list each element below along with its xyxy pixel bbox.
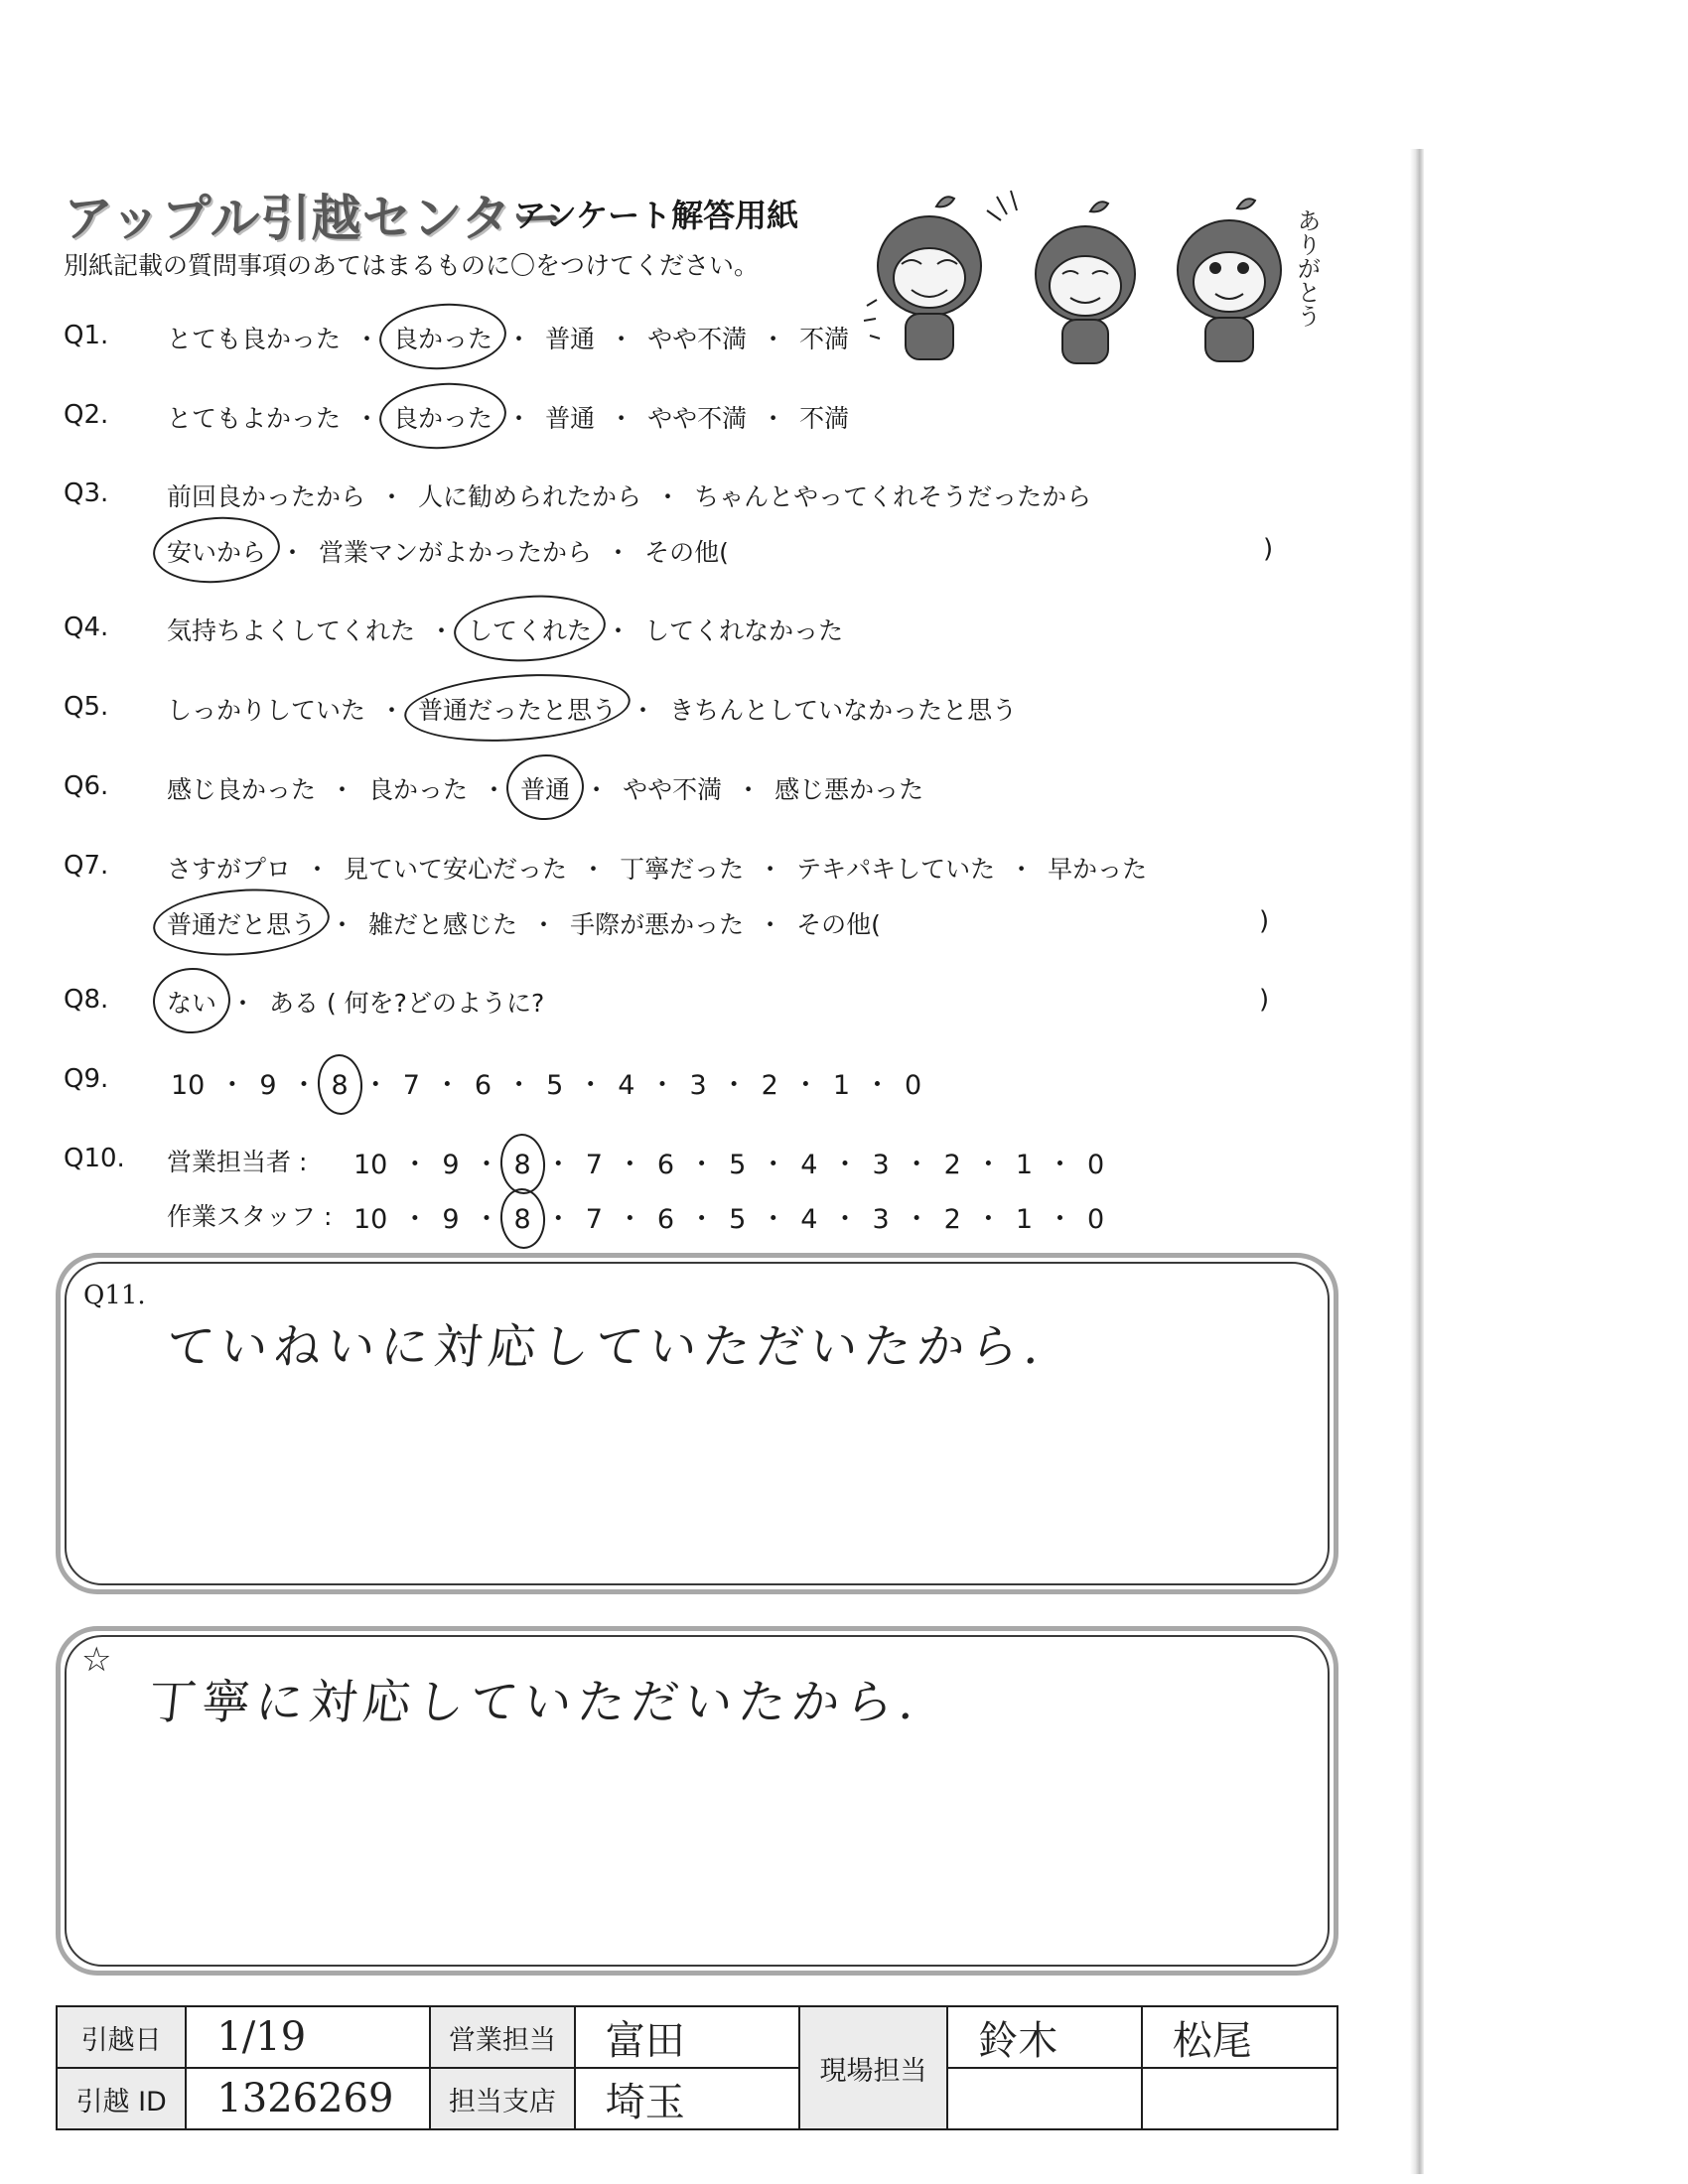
q10-sales-score[interactable]: 6: [656, 1150, 675, 1180]
q5-options: しっかりしていた ・ 普通だったと思う ・ きちんとしていなかったと思う: [167, 691, 1017, 727]
q8-option[interactable]: ある ( 何を?どのように?: [269, 989, 545, 1018]
q9-score[interactable]: 2: [761, 1070, 778, 1101]
q9-score[interactable]: 7: [402, 1070, 420, 1101]
q9-score[interactable]: 9: [259, 1070, 277, 1101]
q10-sales-score[interactable]: 1: [1015, 1150, 1034, 1180]
q9-score[interactable]: 0: [905, 1070, 922, 1101]
q3-label: Q3.: [64, 478, 109, 508]
q10-staff-score[interactable]: 9: [442, 1204, 460, 1235]
q10-sales-score[interactable]: 4: [800, 1150, 818, 1180]
q7-label: Q7.: [64, 851, 109, 881]
q7-options-line1: さすがプロ ・ 見ていて安心だった ・ 丁寧だった ・ テキパキしていた ・ 早かった: [167, 850, 1147, 886]
q2-options: とてもよかった ・ 良かった ・ 普通 ・ やや不満 ・ 不満: [167, 399, 849, 435]
move-id-label: 引越 ID: [57, 2068, 186, 2129]
q3-closing-paren: ): [1263, 534, 1274, 564]
q1-option[interactable]: やや不満: [647, 325, 748, 353]
q3-option[interactable]: 営業マンがよかったから: [319, 538, 593, 567]
q1-label: Q1.: [64, 321, 109, 350]
instruction-text: 別紙記載の質問事項のあてはまるものに〇をつけてください。: [64, 251, 760, 280]
q1-option[interactable]: とても良かった: [167, 325, 342, 353]
q10-sales-score[interactable]: 5: [729, 1150, 747, 1180]
q9-score[interactable]: 3: [689, 1070, 707, 1101]
mascot-2: [987, 191, 1135, 363]
mascot-3: [1178, 199, 1281, 361]
move-id-value[interactable]: 1326269: [186, 2068, 430, 2129]
q10-staff-score[interactable]: 1: [1015, 1204, 1034, 1235]
q11-handwritten-answer: ていねいに対応していただいたから.: [163, 1319, 1049, 1375]
q6-option[interactable]: 良かった: [368, 775, 469, 804]
q6-options: 感じ良かった ・ 良かった ・ 普通 ・ やや不満 ・ 感じ悪かった: [167, 770, 923, 806]
q7-option[interactable]: 雑だと感じた: [368, 910, 518, 939]
q7-option[interactable]: テキパキしていた: [796, 855, 996, 884]
q3-option[interactable]: 前回良かったから: [167, 482, 366, 511]
q4-label: Q4.: [64, 613, 109, 642]
q8-options: ない ・ ある ( 何を?どのように?: [167, 984, 544, 1020]
q1-option[interactable]: 普通: [545, 325, 596, 353]
q1-option-selected[interactable]: 良かった: [393, 320, 492, 355]
q5-option[interactable]: しっかりしていた: [167, 696, 366, 725]
q6-option[interactable]: やや不満: [623, 775, 723, 804]
q8-option-selected[interactable]: ない: [167, 984, 216, 1020]
q10-staff-score[interactable]: 6: [656, 1204, 675, 1235]
q4-option[interactable]: してくれなかった: [644, 616, 844, 645]
q2-option[interactable]: やや不満: [647, 404, 748, 433]
q10-staff-score[interactable]: 7: [585, 1204, 603, 1235]
q2-option[interactable]: とてもよかった: [167, 404, 342, 433]
q11-label: Q11.: [83, 1281, 146, 1310]
q6-label: Q6.: [64, 771, 109, 801]
q9-score-selected[interactable]: 8: [331, 1070, 349, 1101]
q4-option-selected[interactable]: してくれた: [468, 612, 592, 647]
q10-sales-scale: 10 ・ 9 ・ 8 ・ 7 ・ 6 ・ 5 ・ 4 ・ 3 ・ 2 ・ 1 ・ 0: [353, 1150, 1105, 1180]
mascot-1: [864, 197, 981, 359]
q10-staff-score[interactable]: 3: [872, 1204, 890, 1235]
q10-staff-scale: 10 ・ 9 ・ 8 ・ 7 ・ 6 ・ 5 ・ 4 ・ 3 ・ 2 ・ 1 ・ 0: [353, 1204, 1105, 1235]
q6-option[interactable]: 感じ良かった: [167, 775, 317, 804]
mascot-illustration: [862, 187, 1329, 370]
q5-option-selected[interactable]: 普通だったと思う: [418, 691, 617, 727]
q10-sales-score[interactable]: 9: [442, 1150, 460, 1180]
footer-info-table: [56, 2005, 1338, 2130]
q10-sales-label: 営業担当者 :: [167, 1148, 308, 1176]
q7-option[interactable]: 手際が悪かった: [570, 910, 745, 939]
q3-options-line1: 前回良かったから ・ 人に勧められたから ・ ちゃんとやってくれそうだったから: [167, 478, 1091, 513]
q8-closing-paren: ): [1259, 985, 1270, 1015]
q2-option[interactable]: 普通: [545, 404, 596, 433]
q10-staff-score-selected[interactable]: 8: [513, 1204, 531, 1235]
q3-option[interactable]: 人に勧められたから: [418, 482, 642, 511]
q9-score[interactable]: 4: [618, 1070, 635, 1101]
q7-option[interactable]: 早かった: [1048, 855, 1148, 884]
q10-sales-score[interactable]: 2: [943, 1150, 961, 1180]
sales-rep-label: 営業担当: [430, 2006, 575, 2068]
star-icon: ☆: [81, 1640, 112, 1680]
site-staff-2-value[interactable]: 松尾: [1142, 2006, 1337, 2068]
q10-staff-label: 作業スタッフ :: [167, 1202, 333, 1231]
q2-label: Q2.: [64, 400, 109, 430]
q8-label: Q8.: [64, 985, 109, 1015]
brand-logo-text: アップル引越センター: [64, 190, 563, 247]
q10-staff-score[interactable]: 0: [1087, 1204, 1105, 1235]
q10-staff-score[interactable]: 4: [800, 1204, 818, 1235]
q6-option[interactable]: 感じ悪かった: [774, 775, 924, 804]
q3-option[interactable]: ちゃんとやってくれそうだったから: [694, 482, 1092, 511]
branch-label: 担当支店: [430, 2068, 575, 2129]
site-staff-3-value[interactable]: [947, 2068, 1142, 2129]
q3-option-other[interactable]: その他(: [644, 538, 729, 567]
q7-closing-paren: ): [1259, 906, 1270, 936]
sales-rep-value[interactable]: 富田: [575, 2006, 799, 2068]
q7-option[interactable]: さすがプロ: [167, 855, 292, 884]
q3-option-selected[interactable]: 安いから: [167, 533, 266, 569]
q10-staff-score[interactable]: 2: [943, 1204, 961, 1235]
q10-label: Q10.: [64, 1144, 125, 1173]
q10-sales-score[interactable]: 10: [353, 1150, 388, 1180]
q9-score[interactable]: 5: [546, 1070, 564, 1101]
q4-option[interactable]: 気持ちよくしてくれた: [167, 616, 416, 645]
q2-option[interactable]: 不満: [799, 404, 850, 433]
branch-value[interactable]: 埼玉: [575, 2068, 799, 2129]
sheet-title: アンケート解答用紙: [514, 197, 799, 234]
q7-options-line2: 普通だと思う ・ 雑だと感じた ・ 手際が悪かった ・ その他(: [167, 905, 881, 941]
q7-option-selected[interactable]: 普通だと思う: [167, 905, 316, 941]
q3-options-line2: 安いから ・ 営業マンがよかったから ・ その他(: [167, 533, 729, 569]
move-date-value[interactable]: 1/19: [186, 2006, 430, 2068]
q9-score[interactable]: 10: [171, 1070, 206, 1101]
site-staff-4-value[interactable]: [1142, 2068, 1337, 2129]
site-staff-label: 現場担当: [799, 2006, 948, 2129]
q9-score[interactable]: 1: [832, 1070, 851, 1101]
q9-score[interactable]: 6: [474, 1070, 492, 1101]
q2-option-selected[interactable]: 良かった: [393, 399, 492, 435]
scan-edge: [1410, 149, 1424, 2174]
q7-option[interactable]: 見ていて安心だった: [344, 855, 568, 884]
q10-sales-score-selected[interactable]: 8: [513, 1150, 531, 1180]
site-staff-1-value[interactable]: 鈴木: [947, 2006, 1142, 2068]
q10-staff-score[interactable]: 5: [729, 1204, 747, 1235]
q4-options: 気持ちよくしてくれた ・ してくれた ・ してくれなかった: [167, 612, 843, 647]
q1-option[interactable]: 不満: [799, 325, 850, 353]
q10-staff-score[interactable]: 10: [353, 1204, 388, 1235]
mascot-caption: ありがとう: [1293, 208, 1321, 328]
q11-answer-box[interactable]: [56, 1253, 1338, 1594]
q5-option[interactable]: きちんとしていなかったと思う: [669, 696, 1018, 725]
q1-options: とても良かった ・ 良かった ・ 普通 ・ やや不満 ・ 不満: [167, 320, 849, 355]
q5-label: Q5.: [64, 692, 109, 722]
q9-scale: 10 ・ 9 ・ 8 ・ 7 ・ 6 ・ 5 ・ 4 ・ 3 ・ 2 ・ 1 ・ 0: [171, 1070, 922, 1101]
q7-option-other[interactable]: その他(: [796, 910, 881, 939]
q10-sales-score[interactable]: 0: [1087, 1150, 1105, 1180]
q6-option-selected[interactable]: 普通: [520, 770, 570, 806]
q10-sales-score[interactable]: 7: [585, 1150, 603, 1180]
q7-option[interactable]: 丁寧だった: [620, 855, 745, 884]
q9-label: Q9.: [64, 1064, 109, 1094]
move-date-label: 引越日: [57, 2006, 186, 2068]
comment-handwritten-answer: 丁寧に対応していただいたから.: [145, 1675, 923, 1730]
q10-sales-score[interactable]: 3: [872, 1150, 890, 1180]
